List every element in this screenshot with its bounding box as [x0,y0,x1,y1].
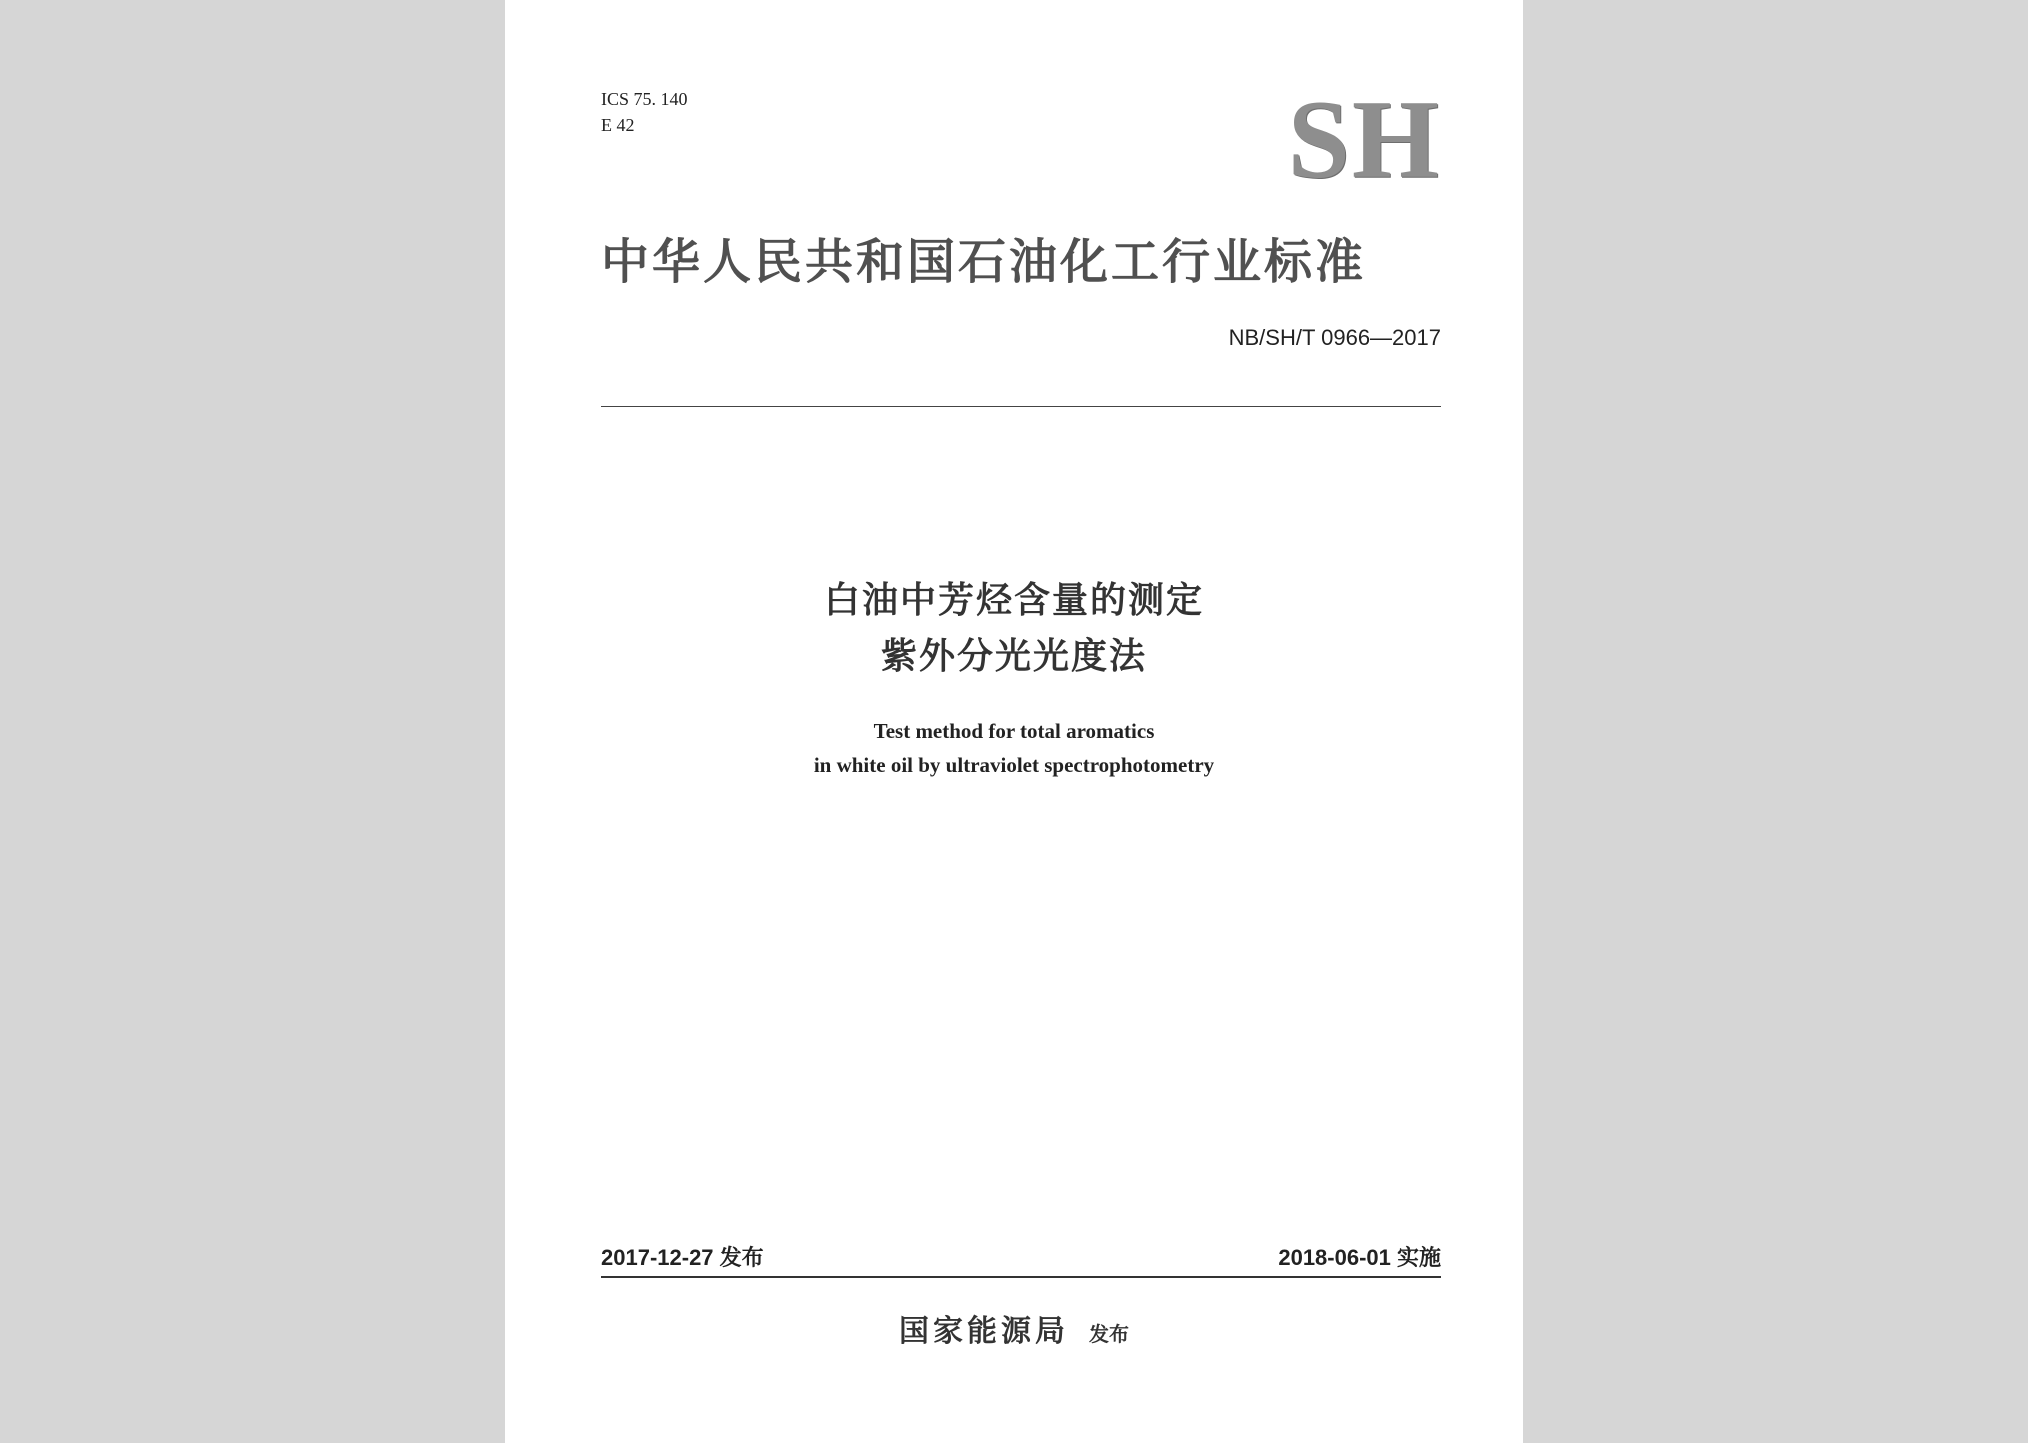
issuer-name: 国家能源局 [899,1314,1069,1349]
classification-codes [601,86,688,138]
standard-category-title: 中华人民共和国石油化工行业标准 [601,234,1367,290]
standard-number: NB/SH/T 0966—2017 [1228,325,1441,350]
chinese-title-line2: 紫外分光光度法 [880,636,1147,677]
issue-date: 2017-12-27 发布 [601,1245,764,1270]
chinese-title-line1: 白油中芳烃含量的测定 [823,580,1204,621]
sh-logo: SH [1287,78,1441,202]
english-title-line2: in white oil by ultraviolet spectrophotometry [813,753,1215,777]
english-title-line1: Test method for total aromatics [873,719,1155,743]
top-divider [601,406,1441,407]
implementation-date: 2018-06-01 实施 [1278,1245,1441,1270]
ics-code: ICS 75. 140 [601,89,688,109]
document-page [505,0,1523,1443]
date-row [601,1244,1441,1276]
bottom-divider [601,1276,1441,1278]
classification-code: E 42 [601,115,635,135]
issuer [505,1306,1523,1350]
issuer-suffix: 发布 [1089,1322,1129,1346]
